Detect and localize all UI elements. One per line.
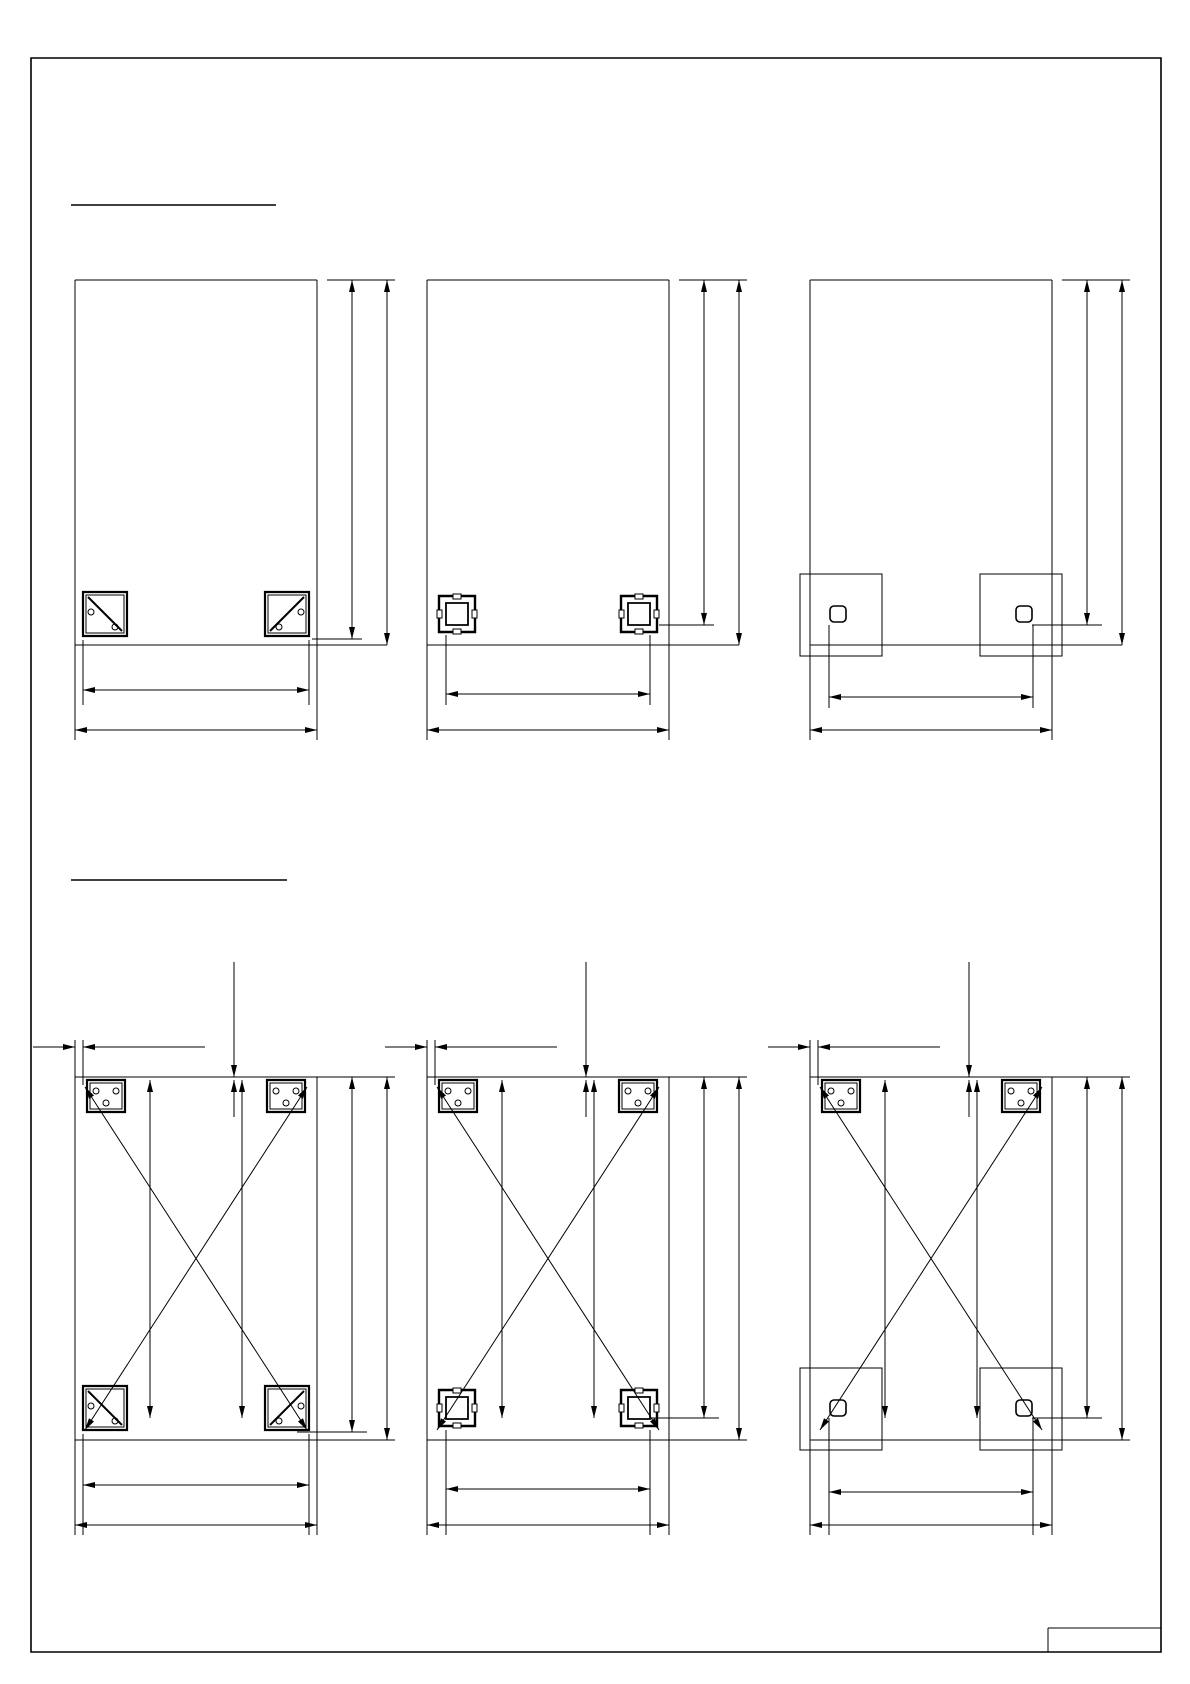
dim-edge-offset-right — [83, 1044, 125, 1050]
dim-top-gap-lower — [966, 1080, 972, 1117]
dim-foot-spacing — [446, 691, 650, 697]
dim-overall-width — [427, 727, 669, 733]
dim-edge-offset-right — [818, 1044, 860, 1050]
dim-top-gap — [231, 962, 237, 1077]
dim-inner-height-left — [147, 1080, 153, 1418]
title-block — [1048, 1628, 1161, 1652]
dim-overall-width — [810, 727, 1052, 733]
bottom-view-1 — [33, 962, 395, 1535]
square-profile-foot — [437, 594, 477, 634]
top-view-1 — [75, 280, 395, 740]
dim-overall-width — [75, 727, 317, 733]
base-plate-foot — [980, 1368, 1062, 1450]
dim-foot-spacing — [83, 1482, 309, 1488]
base-plate-foot — [980, 574, 1062, 656]
square-profile-foot — [619, 594, 659, 634]
dim-edge-offset-left — [33, 1044, 75, 1050]
dim-foot-spacing — [829, 1489, 1033, 1495]
dim-edge-offset-left — [768, 1044, 810, 1050]
dim-height-to-foot — [349, 1077, 355, 1432]
bottom-view-2 — [385, 962, 747, 1535]
corner-bracket-foot — [83, 592, 127, 636]
dim-inner-height-left — [499, 1080, 505, 1418]
dim-height-to-foot — [1084, 1077, 1090, 1418]
dim-foot-spacing — [446, 1486, 650, 1492]
dim-overall-height — [384, 280, 390, 645]
dim-inner-height-right — [591, 1080, 597, 1418]
dim-overall-height — [736, 280, 742, 645]
dim-top-gap — [583, 962, 589, 1077]
dim-inner-height-right — [239, 1080, 245, 1418]
dim-height-to-foot — [701, 1077, 707, 1418]
top-view-2 — [427, 280, 747, 740]
dim-overall-height — [736, 1077, 742, 1440]
dim-foot-spacing — [83, 687, 309, 693]
dim-edge-offset-left — [385, 1044, 427, 1050]
dim-foot-spacing — [829, 694, 1033, 700]
dim-overall-height — [1119, 1077, 1125, 1440]
dim-overall-width — [75, 1522, 317, 1528]
dim-overall-width — [810, 1522, 1052, 1528]
dim-height-to-foot — [349, 280, 355, 639]
drawing-border — [31, 58, 1161, 1652]
corner-bracket-foot — [265, 592, 309, 636]
dim-inner-height-right — [974, 1080, 980, 1418]
base-plate-foot — [800, 574, 882, 656]
dim-inner-height-left — [882, 1080, 888, 1418]
bottom-view-3 — [768, 962, 1130, 1535]
dim-overall-height — [384, 1077, 390, 1440]
dim-height-to-foot — [701, 280, 707, 625]
dim-overall-width — [427, 1522, 669, 1528]
dim-top-gap-lower — [231, 1080, 237, 1117]
dim-overall-height — [1119, 280, 1125, 645]
dim-top-gap-lower — [583, 1080, 589, 1117]
top-view-3 — [800, 280, 1130, 740]
dim-height-to-foot — [1084, 280, 1090, 625]
base-plate-foot — [800, 1368, 882, 1450]
dim-edge-offset-right — [435, 1044, 477, 1050]
dim-top-gap — [966, 962, 972, 1077]
